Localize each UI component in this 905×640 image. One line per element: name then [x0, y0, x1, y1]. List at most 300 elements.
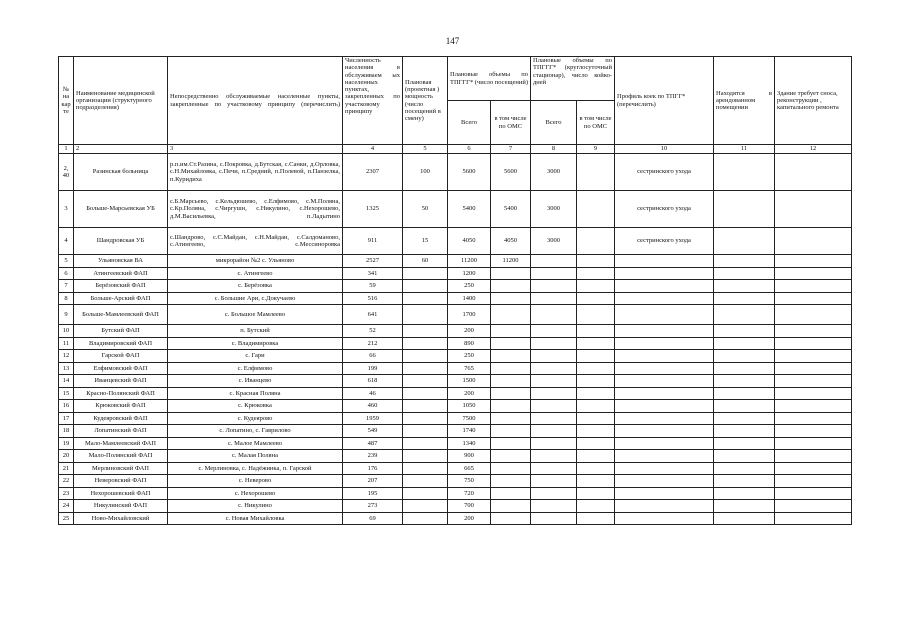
rented-cell	[714, 512, 775, 525]
table-row	[59, 191, 852, 228]
visits-total-cell: 11200	[448, 255, 491, 268]
beddays-total-cell	[531, 437, 577, 450]
bed-profile-cell: сестринского ухода	[615, 154, 714, 191]
org-name-cell: Гарской ФАП	[74, 350, 168, 363]
visits-total-cell: 7500	[448, 412, 491, 425]
beddays-total-cell	[531, 362, 577, 375]
org-name-cell: Шандровская УБ	[74, 228, 168, 255]
beddays-oms-cell	[577, 475, 615, 488]
org-name-cell: Неверовский ФАП	[74, 475, 168, 488]
population-cell: 487	[343, 437, 403, 450]
population-cell: 1325	[343, 191, 403, 228]
capacity-cell	[403, 487, 448, 500]
org-name-cell: Мало-Мамлеевский ФАП	[74, 437, 168, 450]
building-repair-cell	[775, 437, 852, 450]
settlements-cell: с. Кудеярово	[168, 412, 343, 425]
settlements-cell: с. Новая Михайловка	[168, 512, 343, 525]
table-row	[59, 292, 852, 305]
header-population: Численность населения в обслуживаем ых населенных пунктах, закрепленных по участковому принципу	[343, 57, 403, 145]
org-name-cell: Бутский ФАП	[74, 325, 168, 338]
visits-oms-cell	[491, 475, 531, 488]
building-repair-cell	[775, 512, 852, 525]
population-cell: 549	[343, 425, 403, 438]
beddays-oms-cell	[577, 280, 615, 293]
settlements-cell: с. Большие Ари, с.Докучаево	[168, 292, 343, 305]
population-cell: 273	[343, 500, 403, 513]
beddays-oms-cell	[577, 267, 615, 280]
rented-cell	[714, 305, 775, 325]
rented-cell	[714, 267, 775, 280]
building-repair-cell	[775, 325, 852, 338]
org-name-cell: Ульяновская ВА	[74, 255, 168, 268]
header-building: Здание требует сноса, реконструкции , капитального ремонта	[775, 57, 852, 145]
org-name-cell: Разинская больница	[74, 154, 168, 191]
beddays-oms-cell	[577, 400, 615, 413]
rented-cell	[714, 280, 775, 293]
table-row	[59, 450, 852, 463]
population-cell: 199	[343, 362, 403, 375]
col-number: 9	[577, 145, 615, 154]
building-repair-cell	[775, 362, 852, 375]
beddays-oms-cell	[577, 362, 615, 375]
row-number-cell: 22	[59, 475, 74, 488]
table-row	[59, 228, 852, 255]
visits-oms-cell	[491, 362, 531, 375]
settlements-cell: п. Бутский	[168, 325, 343, 338]
population-cell: 2527	[343, 255, 403, 268]
rented-cell	[714, 437, 775, 450]
org-name-cell: Кудеяровский ФАП	[74, 412, 168, 425]
bed-profile-cell	[615, 437, 714, 450]
building-repair-cell	[775, 280, 852, 293]
col-number: 12	[775, 145, 852, 154]
header-beddays: Плановые объемы по ТПГГГ* (круглосуточный стационар), число койко-дней	[531, 57, 615, 101]
visits-total-cell: 4050	[448, 228, 491, 255]
capacity-cell	[403, 325, 448, 338]
column-number-row	[59, 145, 852, 154]
header-settlements: Непосредственно обслуживаемые населенные пункты, закрепленные по участковому принципу (перечислить)	[168, 57, 343, 145]
settlements-cell: с. Неверово	[168, 475, 343, 488]
bed-profile-cell	[615, 400, 714, 413]
col-number: 8	[531, 145, 577, 154]
visits-total-cell: 250	[448, 350, 491, 363]
population-cell: 212	[343, 337, 403, 350]
col-number: 2	[74, 145, 168, 154]
building-repair-cell	[775, 475, 852, 488]
org-name-cell: Мерлиновский ФАП	[74, 462, 168, 475]
visits-oms-cell	[491, 375, 531, 388]
building-repair-cell	[775, 450, 852, 463]
org-name-cell: Владимировский ФАП	[74, 337, 168, 350]
rented-cell	[714, 362, 775, 375]
row-number-cell: 3	[59, 191, 74, 228]
org-name-cell: Никулинский ФАП	[74, 500, 168, 513]
capacity-cell: 50	[403, 191, 448, 228]
beddays-total-cell	[531, 475, 577, 488]
bed-profile-cell	[615, 450, 714, 463]
header-no: № на кар те	[59, 57, 74, 145]
capacity-cell	[403, 387, 448, 400]
bed-profile-cell	[615, 425, 714, 438]
settlements-cell: с. Мерлиновка, с. Надёжинка, п. Гарской	[168, 462, 343, 475]
rented-cell	[714, 255, 775, 268]
visits-oms-cell	[491, 305, 531, 325]
visits-oms-cell	[491, 337, 531, 350]
table-row	[59, 425, 852, 438]
table-row	[59, 437, 852, 450]
beddays-oms-cell	[577, 450, 615, 463]
table-row	[59, 362, 852, 375]
building-repair-cell	[775, 425, 852, 438]
capacity-cell	[403, 292, 448, 305]
settlements-cell: с. Иванцево	[168, 375, 343, 388]
beddays-total-cell	[531, 375, 577, 388]
beddays-total-cell	[531, 487, 577, 500]
bed-profile-cell	[615, 267, 714, 280]
settlements-cell: с. Берёзовка	[168, 280, 343, 293]
beddays-oms-cell	[577, 228, 615, 255]
visits-oms-cell	[491, 487, 531, 500]
building-repair-cell	[775, 191, 852, 228]
table-row	[59, 400, 852, 413]
beddays-total-cell	[531, 512, 577, 525]
table-row	[59, 267, 852, 280]
header-visits-oms: в том числе по ОМС	[491, 101, 531, 145]
population-cell: 2307	[343, 154, 403, 191]
visits-oms-cell	[491, 292, 531, 305]
capacity-cell	[403, 305, 448, 325]
facilities-table	[58, 56, 852, 525]
capacity-cell	[403, 450, 448, 463]
beddays-oms-cell	[577, 255, 615, 268]
table-row	[59, 350, 852, 363]
org-name-cell: Больше-Арский ФАП	[74, 292, 168, 305]
beddays-oms-cell	[577, 154, 615, 191]
beddays-total-cell	[531, 400, 577, 413]
bed-profile-cell	[615, 487, 714, 500]
visits-total-cell: 700	[448, 500, 491, 513]
rented-cell	[714, 412, 775, 425]
col-number: 3	[168, 145, 343, 154]
beddays-oms-cell	[577, 305, 615, 325]
capacity-cell	[403, 337, 448, 350]
row-number-cell: 25	[59, 512, 74, 525]
beddays-total-cell	[531, 292, 577, 305]
rented-cell	[714, 462, 775, 475]
row-number-cell: 5	[59, 255, 74, 268]
table-row	[59, 305, 852, 325]
org-name-cell: Берёзовский ФАП	[74, 280, 168, 293]
settlements-cell: с. Крюковка	[168, 400, 343, 413]
settlements-cell: с. Лопатино, с. Гаврилово	[168, 425, 343, 438]
settlements-cell: с. Малая Поляна	[168, 450, 343, 463]
capacity-cell	[403, 412, 448, 425]
row-number-cell: 6	[59, 267, 74, 280]
beddays-total-cell	[531, 387, 577, 400]
capacity-cell	[403, 475, 448, 488]
visits-oms-cell: 5400	[491, 191, 531, 228]
row-number-cell: 13	[59, 362, 74, 375]
visits-oms-cell	[491, 267, 531, 280]
beddays-total-cell: 3000	[531, 191, 577, 228]
row-number-cell: 9	[59, 305, 74, 325]
beddays-oms-cell	[577, 500, 615, 513]
table-row	[59, 255, 852, 268]
rented-cell	[714, 487, 775, 500]
population-cell: 239	[343, 450, 403, 463]
capacity-cell	[403, 375, 448, 388]
population-cell: 341	[343, 267, 403, 280]
table-row	[59, 375, 852, 388]
row-number-cell: 14	[59, 375, 74, 388]
beddays-oms-cell	[577, 375, 615, 388]
org-name-cell: Елфимовский ФАП	[74, 362, 168, 375]
visits-total-cell: 200	[448, 512, 491, 525]
settlements-cell: с. Красная Поляна	[168, 387, 343, 400]
rented-cell	[714, 400, 775, 413]
col-number: 5	[403, 145, 448, 154]
visits-total-cell: 1700	[448, 305, 491, 325]
settlements-cell: микрорайон №2 с. Ульяново	[168, 255, 343, 268]
beddays-oms-cell	[577, 487, 615, 500]
visits-total-cell: 200	[448, 325, 491, 338]
row-number-cell: 16	[59, 400, 74, 413]
org-name-cell: Мало-Полянский ФАП	[74, 450, 168, 463]
row-number-cell: 4	[59, 228, 74, 255]
row-number-cell: 20	[59, 450, 74, 463]
row-number-cell: 11	[59, 337, 74, 350]
settlements-cell: с. Малое Мамлеево	[168, 437, 343, 450]
visits-total-cell: 1500	[448, 375, 491, 388]
visits-total-cell: 1050	[448, 400, 491, 413]
header-org: Наименование медицинской организации (структурного подразделения)	[74, 57, 168, 145]
building-repair-cell	[775, 375, 852, 388]
building-repair-cell	[775, 305, 852, 325]
table-row	[59, 325, 852, 338]
table-row	[59, 487, 852, 500]
visits-oms-cell	[491, 450, 531, 463]
population-cell: 59	[343, 280, 403, 293]
beddays-total-cell	[531, 425, 577, 438]
capacity-cell: 15	[403, 228, 448, 255]
bed-profile-cell	[615, 375, 714, 388]
visits-oms-cell	[491, 500, 531, 513]
bed-profile-cell	[615, 350, 714, 363]
beddays-oms-cell	[577, 325, 615, 338]
population-cell: 66	[343, 350, 403, 363]
header-beddays-total: Всего	[531, 101, 577, 145]
settlements-cell: с.Б.Марсьево, с.Кельдюшево, с.Елфимово, с.М.Полянa, с.Кр.Поляна, с.Чиргушн, с.Никулино, с.Нехорошево, д.М.Васильевка, п.Ладытино	[168, 191, 343, 228]
org-name-cell: Атингеевский ФАП	[74, 267, 168, 280]
beddays-total-cell	[531, 337, 577, 350]
building-repair-cell	[775, 462, 852, 475]
visits-total-cell: 720	[448, 487, 491, 500]
settlements-cell: с. Нехорошево	[168, 487, 343, 500]
row-number-cell: 23	[59, 487, 74, 500]
beddays-oms-cell	[577, 292, 615, 305]
beddays-oms-cell	[577, 437, 615, 450]
beddays-total-cell: 3000	[531, 228, 577, 255]
bed-profile-cell	[615, 387, 714, 400]
population-cell: 46	[343, 387, 403, 400]
beddays-oms-cell	[577, 337, 615, 350]
visits-oms-cell	[491, 512, 531, 525]
beddays-total-cell	[531, 350, 577, 363]
building-repair-cell	[775, 487, 852, 500]
visits-oms-cell	[491, 462, 531, 475]
bed-profile-cell	[615, 500, 714, 513]
row-number-cell: 24	[59, 500, 74, 513]
rented-cell	[714, 425, 775, 438]
population-cell: 460	[343, 400, 403, 413]
visits-oms-cell	[491, 325, 531, 338]
rented-cell	[714, 375, 775, 388]
visits-total-cell: 1400	[448, 292, 491, 305]
table-row	[59, 512, 852, 525]
org-name-cell: Больше-Мамлеевский ФАП	[74, 305, 168, 325]
visits-total-cell: 1340	[448, 437, 491, 450]
col-number: 11	[714, 145, 775, 154]
population-cell: 911	[343, 228, 403, 255]
capacity-cell	[403, 437, 448, 450]
beddays-oms-cell	[577, 512, 615, 525]
table-row	[59, 280, 852, 293]
building-repair-cell	[775, 500, 852, 513]
beddays-oms-cell	[577, 412, 615, 425]
capacity-cell	[403, 500, 448, 513]
population-cell: 618	[343, 375, 403, 388]
settlements-cell: с.Шандровo, с.С.Майдан, с.Н.Майдан, с.Салдомановo, с.Атингеево, с.Мессиноровка	[168, 228, 343, 255]
building-repair-cell	[775, 400, 852, 413]
building-repair-cell	[775, 412, 852, 425]
col-number: 7	[491, 145, 531, 154]
row-number-cell: 19	[59, 437, 74, 450]
rented-cell	[714, 325, 775, 338]
header-capacity: Плановая (проектная ) мощность (число посещений в смену)	[403, 57, 448, 145]
beddays-oms-cell	[577, 387, 615, 400]
header-visits-total: Всего	[448, 101, 491, 145]
row-number-cell: 2, 40	[59, 154, 74, 191]
capacity-cell	[403, 362, 448, 375]
settlements-cell: р.п.им.Ст.Разина, с.Покровка, д.Бутская, с.Санки, д.Орловка, с.Н.Михайловка, с.Печи, п.Средний, п.Полевой, п.Панзелка, п.Куридиха	[168, 154, 343, 191]
visits-total-cell: 5600	[448, 154, 491, 191]
visits-oms-cell	[491, 350, 531, 363]
population-cell: 195	[343, 487, 403, 500]
bed-profile-cell	[615, 255, 714, 268]
population-cell: 52	[343, 325, 403, 338]
table-row	[59, 475, 852, 488]
capacity-cell	[403, 400, 448, 413]
header-visits: Плановые объемы по ТПГГГ* (число посещений)	[448, 57, 531, 101]
rented-cell	[714, 154, 775, 191]
capacity-cell	[403, 267, 448, 280]
settlements-cell: с. Большое Мамлеево	[168, 305, 343, 325]
table-row	[59, 412, 852, 425]
bed-profile-cell: сестринского ухода	[615, 191, 714, 228]
table-row	[59, 387, 852, 400]
building-repair-cell	[775, 387, 852, 400]
beddays-total-cell: 3000	[531, 154, 577, 191]
bed-profile-cell	[615, 337, 714, 350]
population-cell: 69	[343, 512, 403, 525]
settlements-cell: с. Никулино	[168, 500, 343, 513]
row-number-cell: 17	[59, 412, 74, 425]
beddays-oms-cell	[577, 191, 615, 228]
population-cell: 641	[343, 305, 403, 325]
population-cell: 516	[343, 292, 403, 305]
beddays-total-cell	[531, 462, 577, 475]
page-number: 147	[445, 36, 460, 46]
beddays-oms-cell	[577, 350, 615, 363]
org-name-cell: Ново-Михайловский	[74, 512, 168, 525]
rented-cell	[714, 228, 775, 255]
visits-total-cell: 900	[448, 450, 491, 463]
settlements-cell: с. Владимировка	[168, 337, 343, 350]
header-beddays-oms: в том числе по ОМС	[577, 101, 615, 145]
rented-cell	[714, 475, 775, 488]
visits-total-cell: 200	[448, 387, 491, 400]
visits-total-cell: 750	[448, 475, 491, 488]
table-row	[59, 500, 852, 513]
building-repair-cell	[775, 228, 852, 255]
rented-cell	[714, 350, 775, 363]
header-profile: Профиль коек по ТПГГ* (перечислить)	[615, 57, 714, 145]
rented-cell	[714, 337, 775, 350]
population-cell: 176	[343, 462, 403, 475]
bed-profile-cell	[615, 362, 714, 375]
bed-profile-cell	[615, 280, 714, 293]
beddays-oms-cell	[577, 462, 615, 475]
row-number-cell: 18	[59, 425, 74, 438]
visits-oms-cell: 4050	[491, 228, 531, 255]
building-repair-cell	[775, 337, 852, 350]
org-name-cell: Нехорошевский ФАП	[74, 487, 168, 500]
capacity-cell	[403, 462, 448, 475]
beddays-oms-cell	[577, 425, 615, 438]
bed-profile-cell	[615, 412, 714, 425]
row-number-cell: 10	[59, 325, 74, 338]
org-name-cell: Лопатинский ФАП	[74, 425, 168, 438]
table-row	[59, 337, 852, 350]
visits-oms-cell	[491, 280, 531, 293]
capacity-cell	[403, 280, 448, 293]
header-row-1	[59, 57, 852, 101]
building-repair-cell	[775, 350, 852, 363]
bed-profile-cell: сестринского ухода	[615, 228, 714, 255]
row-number-cell: 12	[59, 350, 74, 363]
row-number-cell: 15	[59, 387, 74, 400]
bed-profile-cell	[615, 512, 714, 525]
row-number-cell: 7	[59, 280, 74, 293]
visits-total-cell: 765	[448, 362, 491, 375]
settlements-cell: с. Гари	[168, 350, 343, 363]
beddays-total-cell	[531, 255, 577, 268]
capacity-cell	[403, 350, 448, 363]
org-name-cell: Красно-Полянский ФАП	[74, 387, 168, 400]
beddays-total-cell	[531, 450, 577, 463]
building-repair-cell	[775, 292, 852, 305]
population-cell: 1959	[343, 412, 403, 425]
rented-cell	[714, 292, 775, 305]
beddays-total-cell	[531, 305, 577, 325]
header-rented: Находятся в арендованном помещении	[714, 57, 775, 145]
bed-profile-cell	[615, 292, 714, 305]
col-number: 1	[59, 145, 74, 154]
building-repair-cell	[775, 154, 852, 191]
settlements-cell: с. Елфимово	[168, 362, 343, 375]
beddays-total-cell	[531, 267, 577, 280]
visits-oms-cell	[491, 425, 531, 438]
